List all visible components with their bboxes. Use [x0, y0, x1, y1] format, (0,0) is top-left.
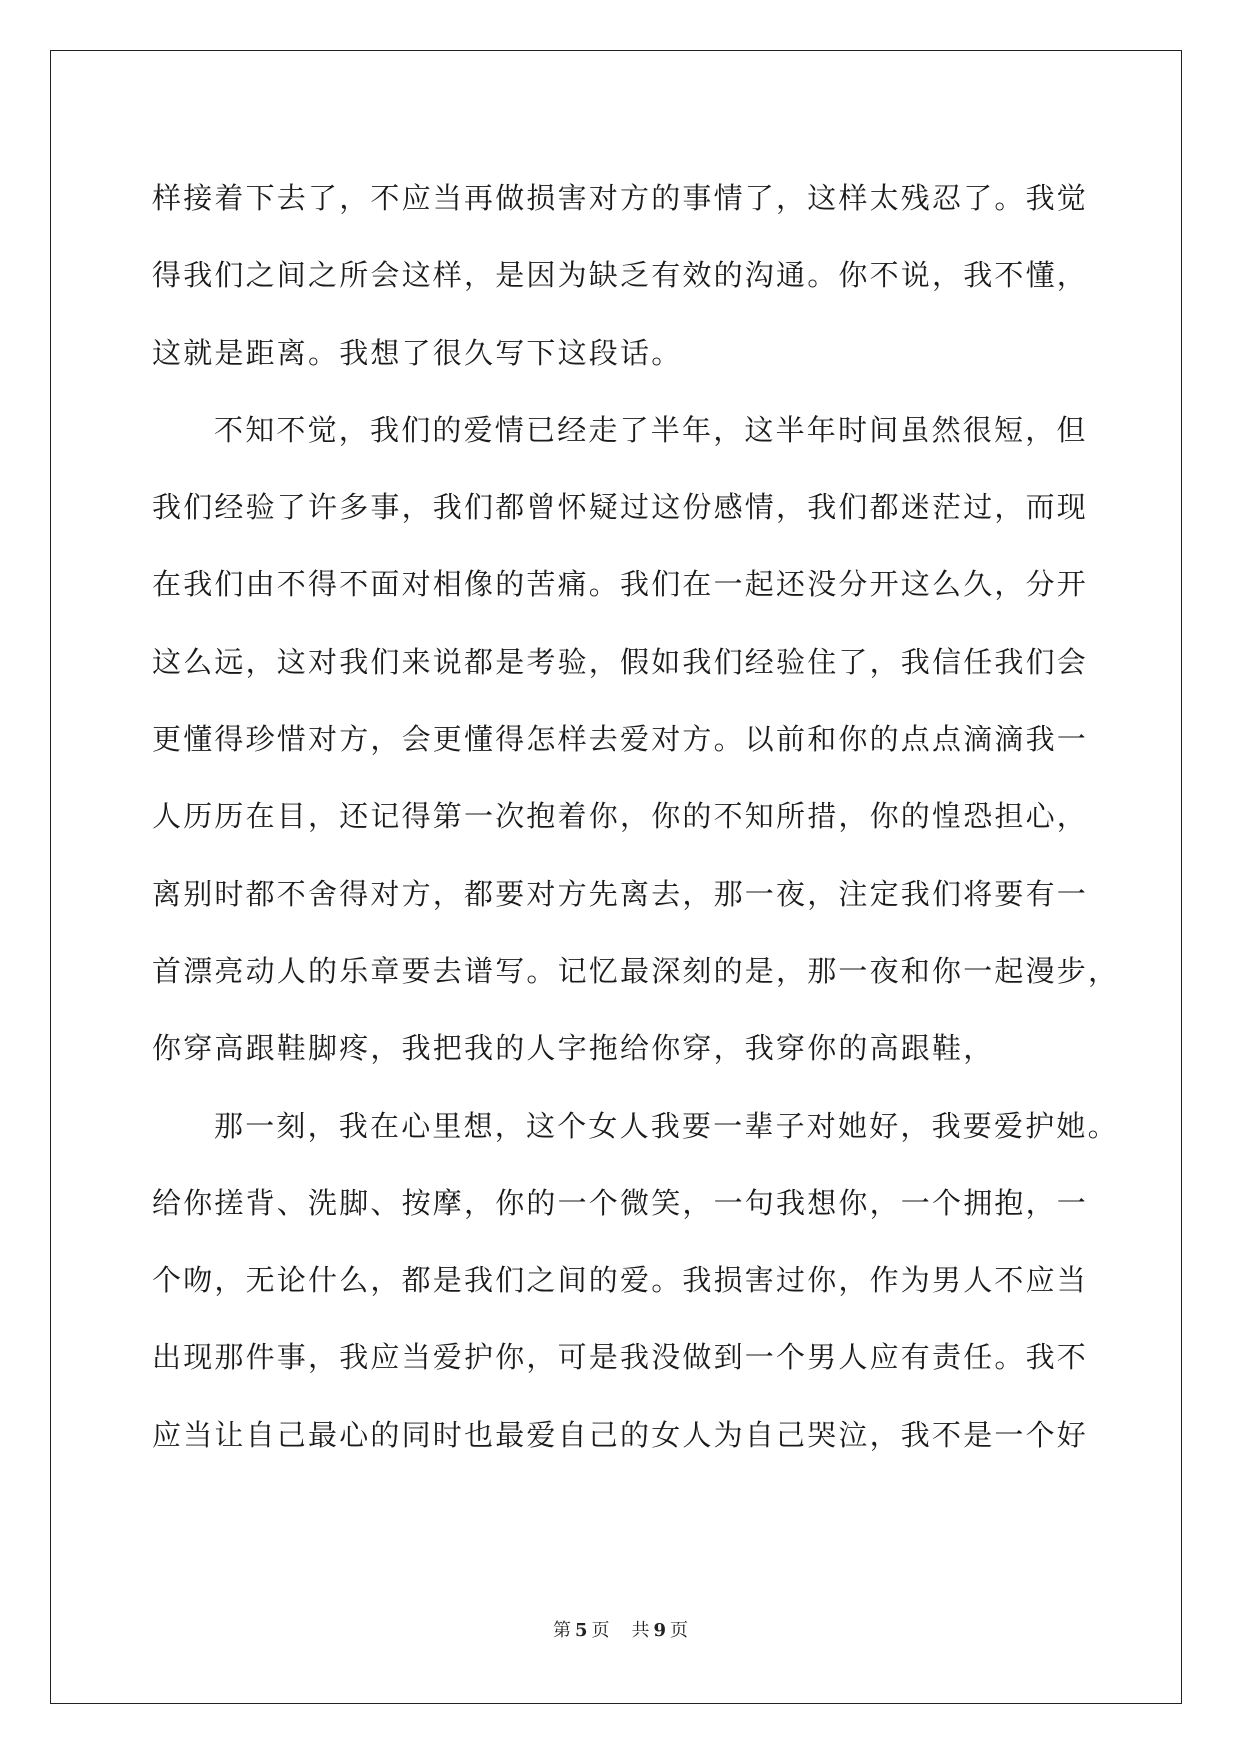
- text-line: 在我们由不得不面对相像的苦痛。我们在一起还没分开这么久，分开: [152, 567, 1089, 602]
- text-line: 那一刻，我在心里想，这个女人我要一辈子对她好，我要爱护她。: [214, 1108, 1119, 1143]
- text-line: 更懂得珍惜对方，会更懂得怎样去爱对方。以前和你的点点滴滴我一: [152, 722, 1089, 757]
- text-line: 给你搓背、洗脚、按摩，你的一个微笑，一句我想你，一个拥抱，一: [152, 1185, 1089, 1220]
- text-line: 你穿高跟鞋脚疼，我把我的人字拖给你穿，我穿你的高跟鞋，: [152, 1031, 995, 1066]
- text-line: 不知不觉，我们的爱情已经走了半年，这半年时间虽然很短，但: [214, 412, 1088, 447]
- text-line: 个吻，无论什么，都是我们之间的爱。我损害过你，作为男人不应当: [152, 1263, 1089, 1298]
- footer-total-prefix: 共: [631, 1620, 650, 1641]
- footer-current-page: 5: [574, 1620, 588, 1641]
- text-line: 样接着下去了，不应当再做损害对方的事情了，这样太残忍了。我觉: [152, 181, 1089, 215]
- document-body: [152, 160, 1120, 1474]
- text-line: 人历历在目，还记得第一次抱着你，你的不知所措，你的惶恐担心，: [152, 799, 1089, 834]
- footer-total-pages: 9: [653, 1620, 667, 1641]
- text-line: 得我们之间之所会这样，是因为缺乏有效的沟通。你不说，我不懂，: [152, 258, 1089, 293]
- footer-page-suffix: 页: [591, 1620, 610, 1641]
- footer-total-suffix: 页: [670, 1620, 689, 1641]
- text-line: 首漂亮动人的乐章要去谱写。记忆最深刻的是，那一夜和你一起漫步，: [152, 953, 1120, 988]
- footer-page-prefix: 第: [552, 1620, 571, 1641]
- text-line: 应当让自己最心的同时也最爱自己的女人为自己哭泣，我不是一个好: [152, 1417, 1089, 1452]
- text-line: 离别时都不舍得对方，都要对方先离去，那一夜，注定我们将要有一: [152, 876, 1089, 911]
- text-line: 这么远，这对我们来说都是考验，假如我们经验住了，我信任我们会: [152, 644, 1089, 679]
- text-line: 出现那件事，我应当爱护你，可是我没做到一个男人应有责任。我不: [152, 1340, 1089, 1375]
- text-line: 我们经验了许多事，我们都曾怀疑过这份感情，我们都迷茫过，而现: [152, 490, 1089, 525]
- text-line: 这就是距离。我想了很久写下这段话。: [152, 335, 683, 370]
- page-footer: [0, 1616, 1241, 1642]
